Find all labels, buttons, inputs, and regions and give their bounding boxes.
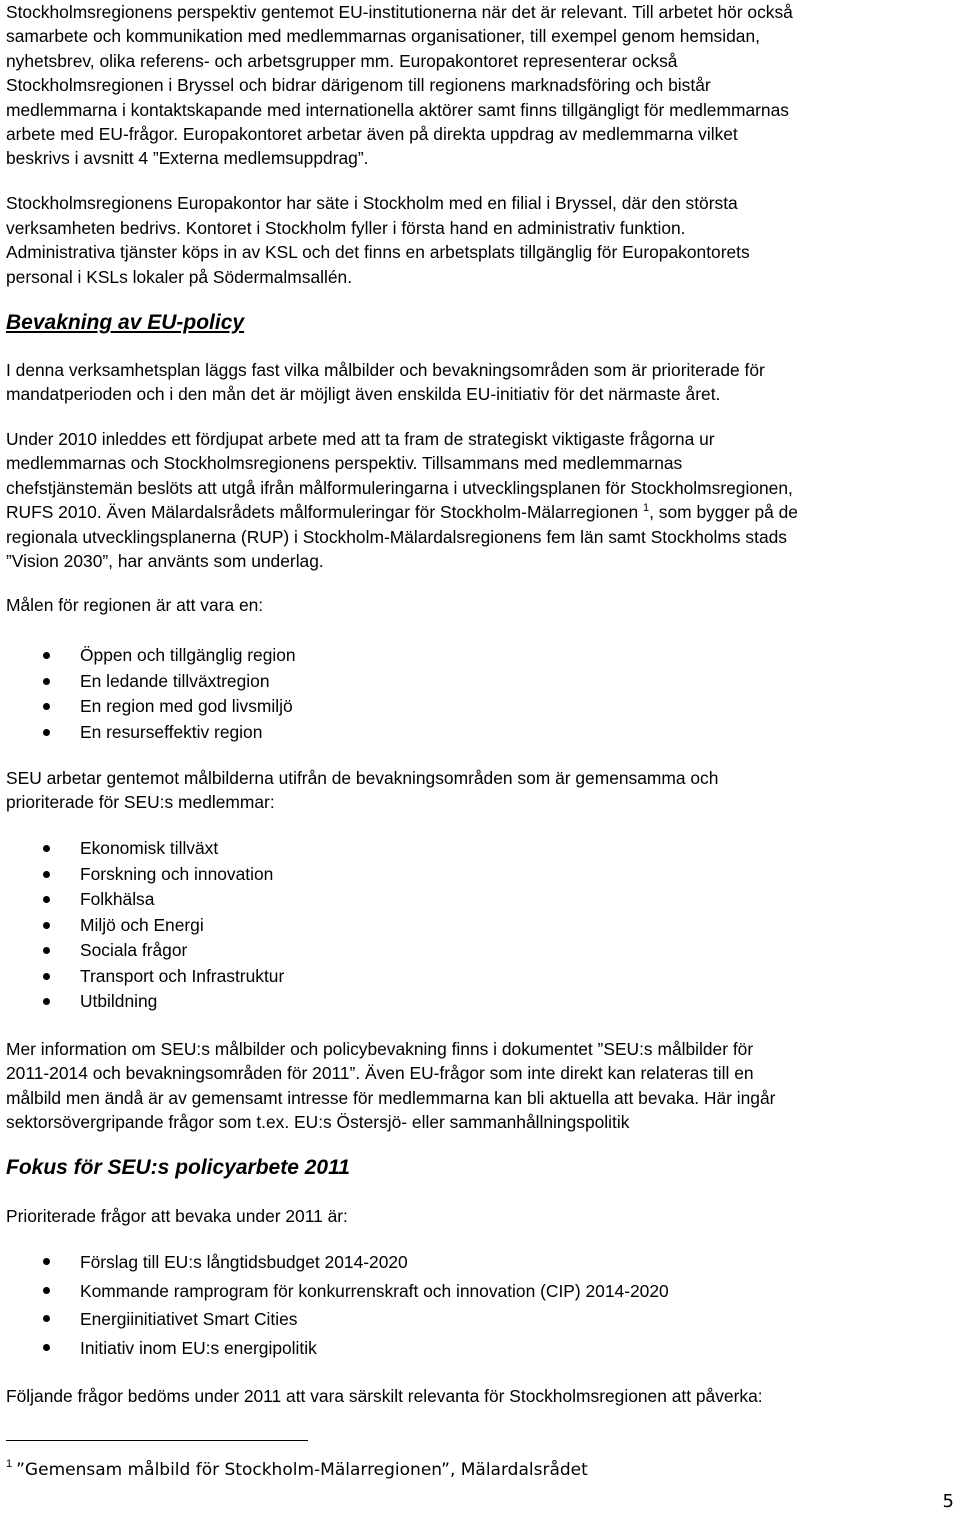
section-heading-eu-policy: Bevakning av EU-policy — [6, 311, 245, 334]
text-line: beskrivs i avsnitt 4 ”Externa medlemsuppdrag”. — [6, 148, 369, 169]
footnote-divider — [6, 1440, 308, 1441]
text-line: sektorsövergripande frågor som t.ex. EU:s Östersjö- eller sammanhållningspolitik — [6, 1112, 630, 1133]
text-line: I denna verksamhetsplan läggs fast vilka målbilder och bevakningsområden som är prioriterade för — [6, 360, 765, 380]
document-page — [6, 0, 954, 1519]
text-line: arbete med EU-frågor. Europakontoret arbetar även på direkta uppdrag av medlemmarna vilket — [6, 124, 738, 145]
list-item-text: Förslag till EU:s långtidsbudget 2014-2020 — [80, 1252, 408, 1272]
text-line: SEU arbetar gentemot målbilderna utifrån de bevakningsområden som är gemensamma och — [6, 768, 719, 788]
list-item-text: Kommande ramprogram för konkurrenskraft och innovation (CIP) 2014-2020 — [80, 1280, 669, 1301]
list-item-text: Initiativ inom EU:s energipolitik — [80, 1337, 317, 1358]
list-item-text: Forskning och innovation — [80, 863, 274, 884]
bullet-icon — [43, 729, 50, 736]
text-line: verksamheten bedrivs. Kontoret i Stockholm fyller i första hand en administrativ funktion. — [6, 217, 686, 238]
text-line: Stockholmsregionens Europakontor har säte i Stockholm med en filial i Bryssel, där den största — [6, 193, 738, 213]
text-line: medlemmarnas och Stockholmsregionens perspektiv. Tillsammans med medlemmarnas — [6, 453, 683, 474]
goals-intro: Målen för regionen är att vara en: — [6, 595, 264, 615]
bullet-icon — [43, 1344, 50, 1351]
paragraph-eu-office-tasks — [6, 0, 954, 171]
list-item-text: Energiinitiativet Smart Cities — [80, 1309, 298, 1329]
bullet-icon — [43, 1258, 50, 1265]
list-item-text: Transport och Infrastruktur — [80, 965, 285, 986]
text-segment: RUFS 2010. Även Mälardalsrådets målformuleringar för Stockholm-Mälarregionen — [6, 502, 643, 523]
bullet-icon — [43, 973, 50, 980]
text-line: Under 2010 inleddes ett fördjupat arbete med att ta fram de strategiskt viktigaste frågorna ur — [6, 429, 715, 449]
paragraph-business-plan — [6, 358, 954, 407]
list-item-text: Miljö och Energi — [80, 914, 204, 935]
paragraph-more-information — [6, 1037, 954, 1135]
text-line: ”Vision 2030”, har använts som underlag. — [6, 551, 324, 572]
text-line: Mer information om SEU:s målbilder och policybevakning finns i dokumentet ”SEU:s målbilder för — [6, 1039, 754, 1059]
footnote — [6, 1451, 588, 1483]
text-line: 2011-2014 och bevakningsområden för 2011”. Även EU-frågor som inte direkt kan relateras till en — [6, 1063, 754, 1084]
bullet-icon — [43, 652, 50, 659]
bullet-icon — [43, 845, 50, 852]
bullet-icon — [43, 678, 50, 685]
text-line: mandatperioden och i den mån det är möjligt även enskilda EU-initiativ för det närmaste året. — [6, 384, 721, 405]
page-number: 5 — [942, 1491, 954, 1512]
priorities-intro: Prioriterade frågor att bevaka under 2011 är: — [6, 1206, 348, 1226]
list-item-text: Öppen och tillgänglig region — [80, 645, 296, 665]
text-line: målbild men ändå är av gemensamt intresse för medlemmarna kan bli aktuella att bevaka. Här ingår — [6, 1087, 776, 1108]
text-line: Stockholmsregionen i Bryssel och bidrar därigenom till regionens marknadsföring och bistår — [6, 75, 711, 96]
section-heading-policy-focus: Fokus för SEU:s policyarbete 2011 — [6, 1156, 350, 1179]
footnote-number: 1 — [6, 1458, 13, 1470]
text-line: personal i KSLs lokaler på Södermalmsallén. — [6, 266, 353, 287]
list-item-text: En ledande tillväxtregion — [80, 670, 270, 691]
list-item-text: En region med god livsmiljö — [80, 696, 293, 716]
bullet-icon — [43, 922, 50, 929]
text-line: nyhetsbrev, olika referens- och arbetsgrupper mm. Europakontoret representerar också — [6, 50, 678, 71]
text-line: samarbete och kommunikation med medlemmarnas organisationer, till exempel genom hemsidan, — [6, 26, 760, 47]
list-item-text: En resurseffektiv region — [80, 721, 263, 742]
text-line: Stockholmsregionens perspektiv gentemot EU-institutionerna när det är relevant. Till arbetet hör också — [6, 2, 793, 22]
list-item-text: Sociala frågor — [80, 940, 188, 960]
list-item-text: Utbildning — [80, 991, 158, 1011]
footnote-text: ”Gemensam målbild för Stockholm-Mälarregionen”, Mälardalsrådet — [16, 1460, 588, 1480]
paragraph-relevant-issues: Följande frågor bedöms under 2011 att vara särskilt relevanta för Stockholmsregionen att påverka: — [6, 1386, 763, 1406]
text-line: regionala utvecklingsplanerna (RUP) i Stockholm-Mälardalsregionens fem län samt Stockholms stads — [6, 526, 787, 547]
list-item-text: Ekonomisk tillväxt — [80, 838, 219, 858]
bullet-icon — [43, 998, 50, 1005]
bullet-icon — [43, 871, 50, 878]
text-line: medlemmarna i kontaktskapande med internationella aktörer samt finns tillgängligt för medlemmarnas — [6, 99, 789, 120]
bullet-icon — [43, 1315, 50, 1322]
text-line: chefstjänstemän beslöts att utgå ifrån målformuleringarna i utvecklingsplanen för Stockholmsregionen, — [6, 477, 793, 498]
text-line: Administrativa tjänster köps in av KSL och det finns en arbetsplats tillgänglig för Europakontorets — [6, 242, 750, 262]
bullet-icon — [43, 947, 50, 954]
list-item-text: Folkhälsa — [80, 889, 155, 909]
footnote-reference[interactable]: 1 — [642, 502, 650, 515]
bullet-icon — [43, 896, 50, 903]
text-segment: , som bygger på de — [649, 502, 798, 523]
paragraph-strategic-work-2010 — [6, 427, 954, 573]
text-line — [6, 500, 954, 524]
bullet-icon — [43, 1287, 50, 1294]
bullet-icon — [43, 703, 50, 710]
paragraph-office-location — [6, 191, 954, 289]
paragraph-seu-targets — [6, 766, 954, 815]
text-line: prioriterade för SEU:s medlemmar: — [6, 792, 275, 813]
